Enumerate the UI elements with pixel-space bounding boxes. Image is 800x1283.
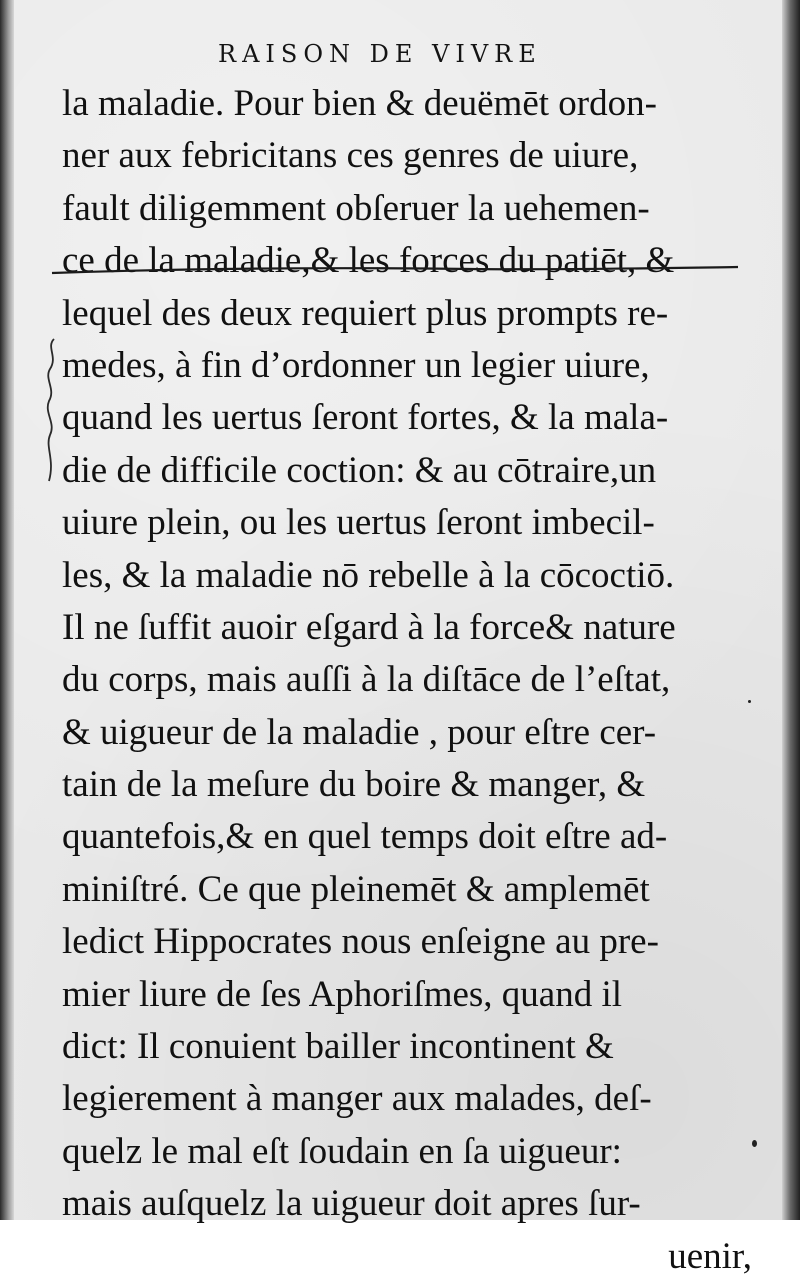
text-line: quand les uertus ſeront fortes, & la mala- <box>62 397 669 439</box>
text-line: tain de la meſure du boire & manger, & <box>62 764 646 806</box>
text-line: les, & la maladie nō rebelle à la cōcoctiō. <box>62 554 675 596</box>
text-line: mier liure de ſes Aphoriſmes, quand il <box>62 973 623 1015</box>
body-text <box>62 78 762 1283</box>
text-line: ce de la maladie,& les forces du patiēt, & <box>62 240 675 282</box>
text-line: legierement à manger aux malades, deſ- <box>62 1078 652 1120</box>
ink-speck <box>748 700 751 703</box>
text-line: ner aux febricitans ces genres de uiure, <box>62 135 639 177</box>
text-line: lequel des deux requiert plus prompts re- <box>62 292 669 334</box>
text-line: mais auſquelz la uigueur doit apres ſur- <box>62 1183 641 1225</box>
text-line: la maladie. Pour bien & deuëmēt ordon- <box>62 83 657 124</box>
text-line: dict: Il conuient bailler incontinent & <box>62 1026 614 1068</box>
ink-speck <box>752 1140 757 1147</box>
running-head: RAISON DE VIVRE <box>218 40 542 68</box>
right-page-shadow <box>782 0 800 1220</box>
text-line: fault diligemment obſeruer la uehemen- <box>62 187 650 229</box>
text-line: quantefois,& en quel temps doit eſtre ad- <box>62 816 668 858</box>
text-line: Il ne ſuffit auoir eſgard à la force& nature <box>62 606 676 648</box>
text-line: ledict Hippocrates nous enſeigne au pre- <box>62 921 659 963</box>
text-line: uiure plein, ou les uertus ſeront imbecil- <box>62 502 655 544</box>
text-line-catchword: uenir, <box>668 1235 752 1277</box>
text-line: miniſtré. Ce que pleinemēt & amplemēt <box>62 868 650 910</box>
text-line: quelz le mal eſt ſoudain en ſa uigueur: <box>62 1130 622 1172</box>
text-line: du corps, mais auſſi à la diſtāce de l’eſtat, <box>62 659 671 701</box>
left-page-shadow <box>0 0 14 1220</box>
text-line: die de difficile coction: & au cōtraire,un <box>62 449 657 491</box>
text-line: medes, à fin d’ordonner un legier uiure, <box>62 344 650 386</box>
text-line: & uigueur de la maladie , pour eſtre cer- <box>62 711 657 753</box>
